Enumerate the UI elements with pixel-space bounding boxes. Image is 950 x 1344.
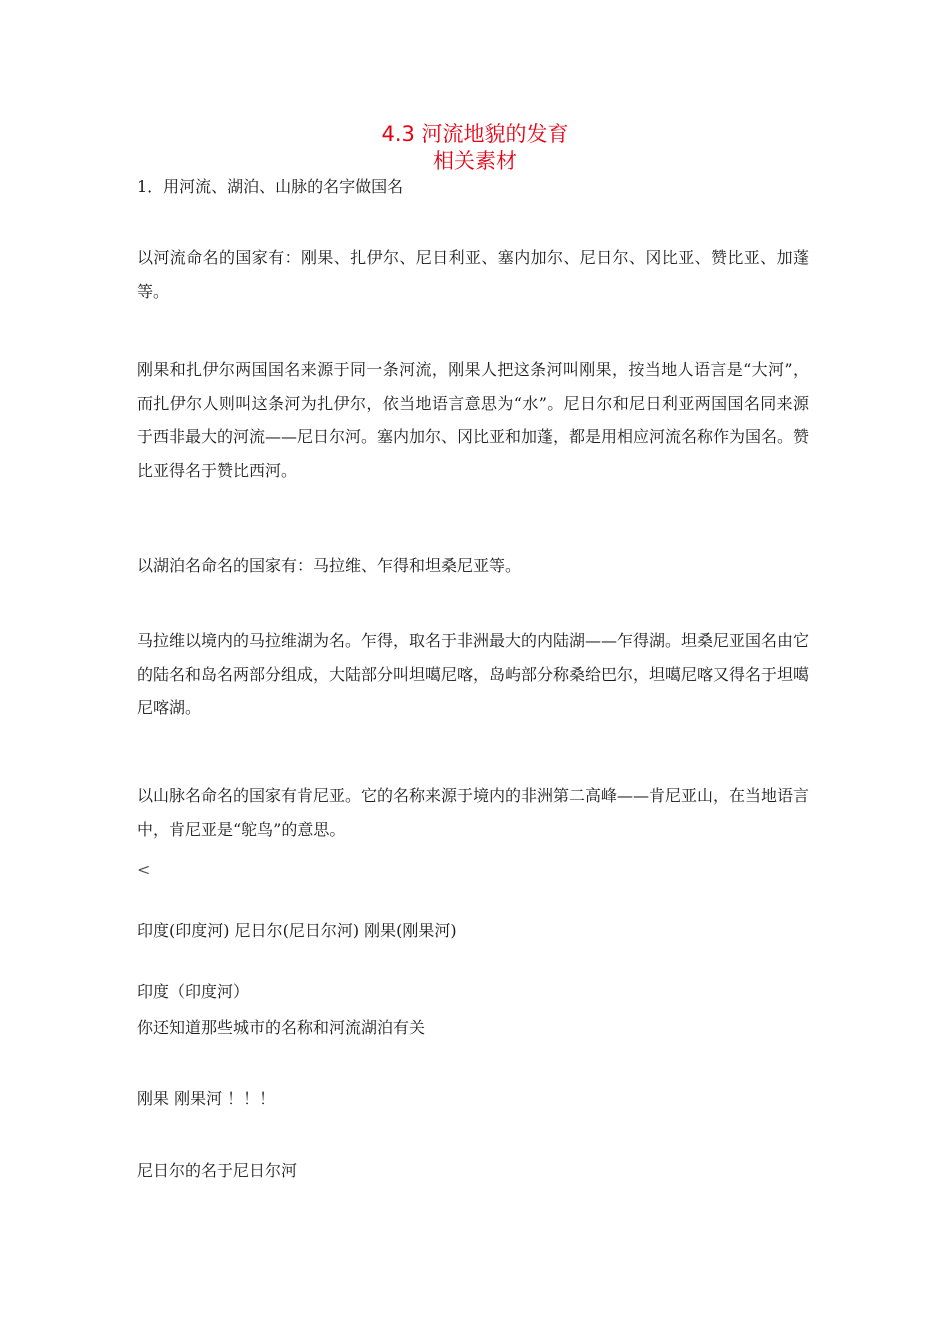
paragraph-kenya: 以山脉名命名的国家有肯尼亚。它的名称来源于境内的非洲第二高峰——肯尼亚山，在当地语言中，肯尼亚是“鸵鸟”的意思。	[137, 786, 810, 839]
section-heading: 1．用河流、湖泊、山脉的名字做国名	[137, 177, 404, 196]
document-title	[0, 121, 950, 175]
rivers-list-line: 印度(印度河) 尼日尔(尼日尔河) 刚果(刚果河)	[137, 921, 457, 940]
niger-line: 尼日尔的名于尼日尔河	[137, 1161, 298, 1180]
paragraph-lake-countries: 以湖泊名命名的国家有：马拉维、乍得和坦桑尼亚等。	[137, 556, 522, 575]
congo-line: 刚果 刚果河 ！！！	[137, 1089, 276, 1108]
paragraph-malawi-chad-tanzania: 马拉维以境内的马拉维湖为名。乍得，取名于非洲最大的内陆湖——乍得湖。坦桑尼亚国名由它的陆名和岛名两部分组成，大陆部分叫坦噶尼喀，岛屿部分称桑给巴尔，坦噶尼喀又得名于坦噶尼喀湖。	[137, 631, 810, 717]
title-line-2: 相关素材	[433, 149, 517, 173]
paragraph-congo-zaire: 刚果和扎伊尔两国国名来源于同一条河流，刚果人把这条河叫刚果，按当地人语言是“大河”，而扎伊尔人则叫这条河为扎伊尔，依当地语言意思为“水”。尼日尔和尼日利亚两国国名同来源于西非最大的河流——尼日尔河。塞内加尔、冈比亚和加蓬，都是用相应河流名称作为国名。赞比亚得名于赞比西河。	[137, 360, 810, 480]
question-line: 你还知道那些城市的名称和河流湖泊有关	[137, 1018, 426, 1037]
paragraph-river-countries: 以河流命名的国家有：刚果、扎伊尔、尼日利亚、塞内加尔、尼日尔、冈比亚、赞比亚、加蓬等。	[137, 248, 809, 301]
bracket-mark: <	[137, 860, 151, 879]
india-line: 印度（印度河）	[137, 982, 250, 1001]
title-line-1: 4.3 河流地貌的发育	[381, 122, 569, 146]
